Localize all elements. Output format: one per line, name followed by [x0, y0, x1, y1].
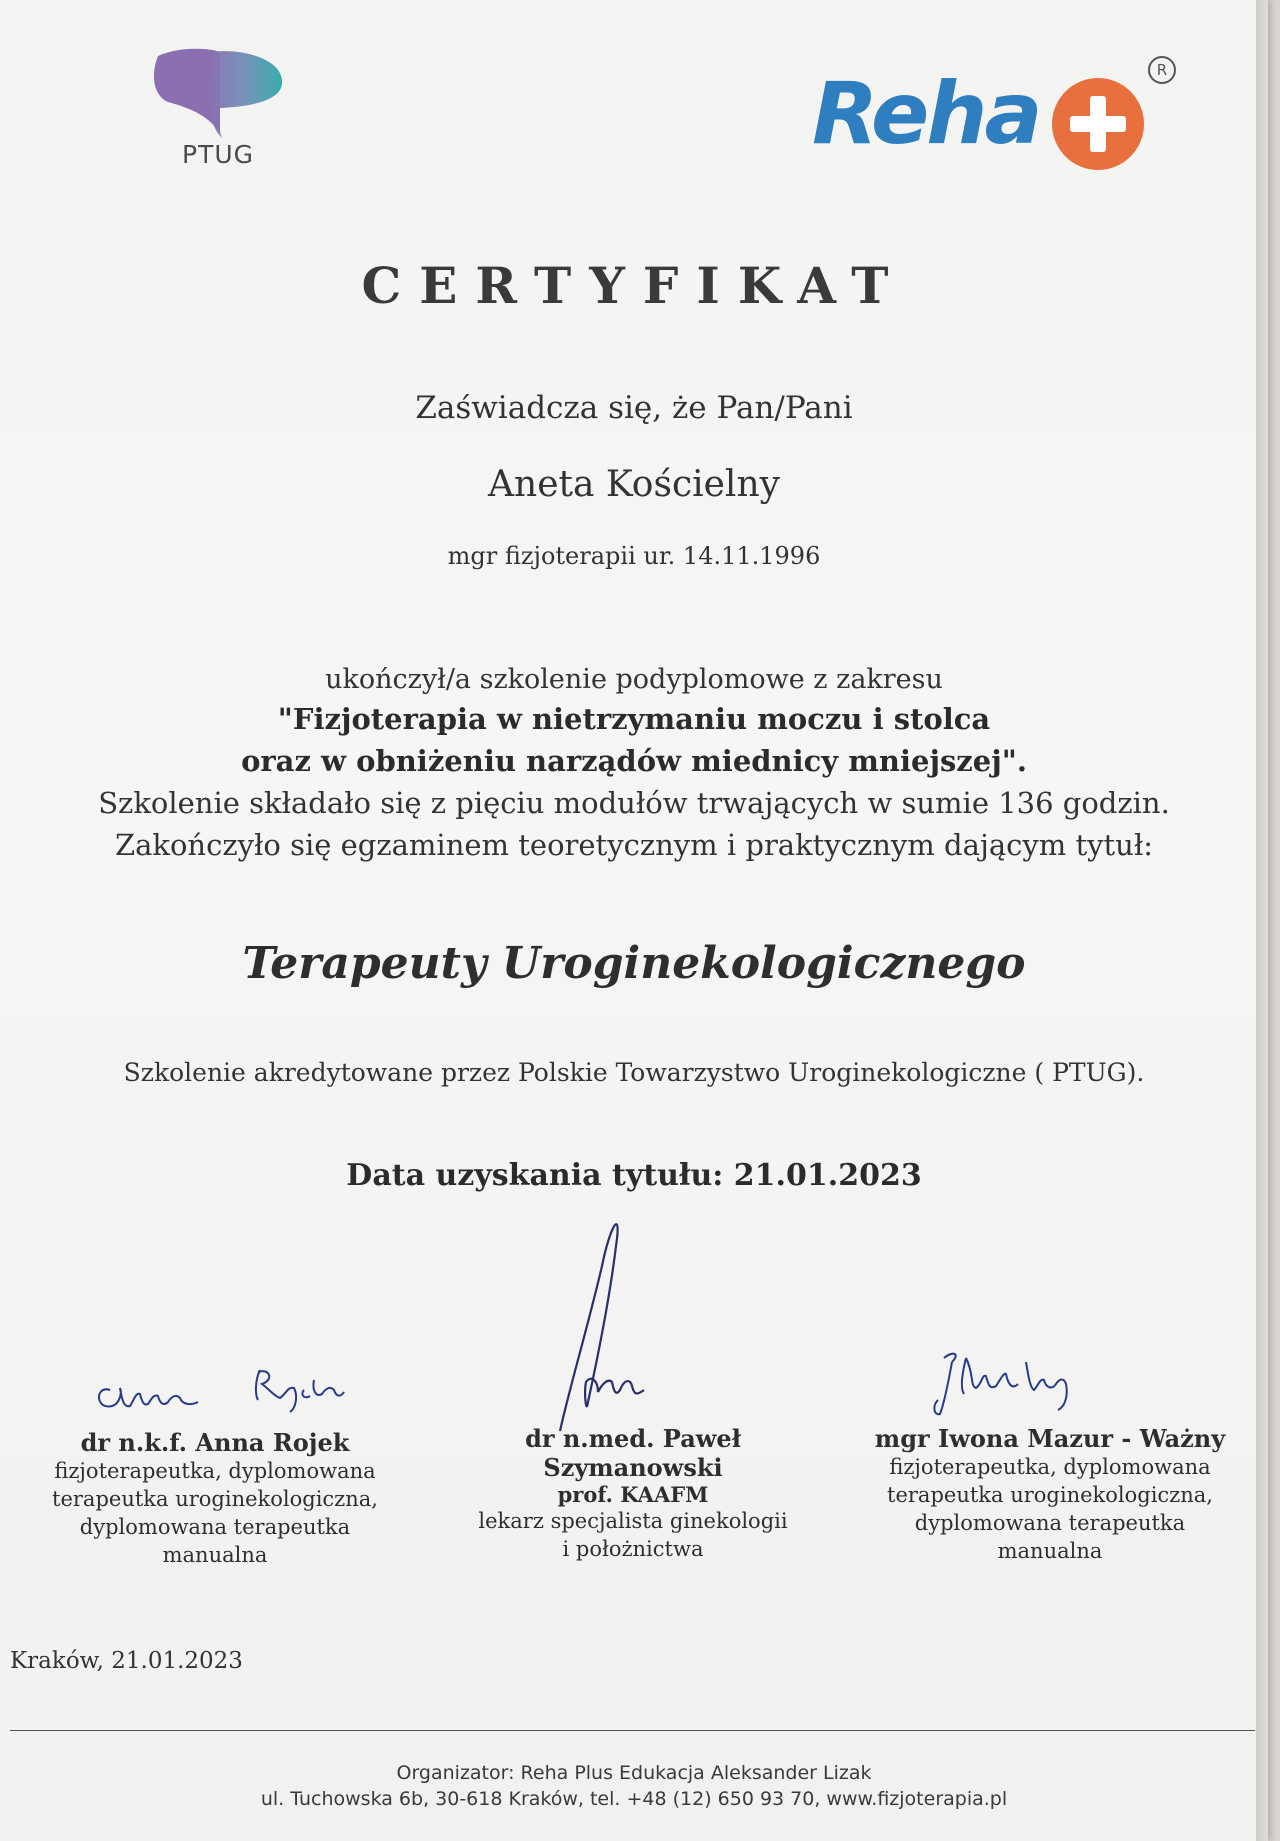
signatory-role-line: fizjoterapeutka, dyplomowana	[889, 1455, 1211, 1479]
signatory-1	[30, 1428, 400, 1569]
signatory-role-line: lekarz specjalista ginekologii	[478, 1509, 788, 1533]
signatory-name: mgr Iwona Mazur - Ważny	[874, 1424, 1226, 1453]
course-title-line-2: oraz w obniżeniu narządów miednicy mniejszej".	[241, 744, 1027, 778]
plus-icon	[1050, 76, 1146, 172]
signatory-role-line: dyplomowana terapeutka manualna	[79, 1515, 351, 1567]
signatory-title: prof. KAAFM	[557, 1482, 709, 1507]
signatory-3	[860, 1424, 1240, 1565]
ptug-logo-icon	[150, 46, 290, 146]
signatory-role-line: fizjoterapeutka, dyplomowana	[54, 1459, 376, 1483]
signature-iwona-mazur-wazny	[930, 1344, 1130, 1424]
signatory-role-line: terapeutka uroginekologiczna,	[52, 1487, 378, 1511]
signatory-role-line: dyplomowana terapeutka manualna	[914, 1511, 1186, 1563]
exam-statement: Zakończyło się egzaminem teoretycznym i praktycznym dającym tytuł:	[114, 828, 1154, 862]
signatory-name: dr n.k.f. Anna Rojek	[80, 1428, 350, 1457]
course-intro: ukończył/a szkolenie podyplomowe z zakresu	[325, 664, 943, 695]
ptug-logo	[150, 46, 290, 176]
course-hours: Szkolenie składało się z pięciu modułów trwających w sumie 136 godzin.	[98, 786, 1170, 820]
awarded-title: Terapeuty Uroginekologicznego	[242, 938, 1026, 989]
accreditation-note: Szkolenie akredytowane przez Polskie Towarzystwo Uroginekologiczne ( PTUG).	[123, 1058, 1145, 1087]
course-title-line-1: "Fizjoterapia w nietrzymaniu moczu i stolca	[277, 702, 991, 736]
signatory-name: dr n.med. Paweł Szymanowski	[525, 1424, 741, 1482]
recipient-degree: mgr fizjoterapii ur. 14.11.1996	[447, 542, 821, 570]
signatory-2	[448, 1424, 818, 1563]
signature-pawel-szymanowski	[540, 1206, 720, 1436]
signature-anna-rojek	[90, 1350, 360, 1420]
ptug-label: PTUG	[182, 140, 255, 169]
recipient-name: Aneta Kościelny	[488, 464, 780, 505]
certificate-title: CERTYFIKAT	[361, 256, 907, 315]
reha-plus-logo	[812, 56, 1192, 176]
organizer-address: ul. Tuchowska 6b, 30-618 Kraków, tel. +48 (12) 650 93 70, www.fizjoterapia.pl	[260, 1788, 1008, 1810]
organizer-line: Organizator: Reha Plus Edukacja Aleksander Lizak	[396, 1762, 872, 1784]
certifies-intro: Zaświadcza się, że Pan/Pani	[415, 390, 853, 426]
signatory-role-line: terapeutka uroginekologiczna,	[887, 1483, 1213, 1507]
signatory-role-line: i położnictwa	[562, 1537, 704, 1561]
reha-wordmark: Reha	[812, 64, 1040, 164]
footer-divider	[10, 1730, 1255, 1731]
place-and-date: Kraków, 21.01.2023	[10, 1648, 243, 1674]
date-obtained: Data uzyskania tytułu: 21.01.2023	[346, 1158, 922, 1193]
registered-mark: R	[1148, 56, 1176, 84]
